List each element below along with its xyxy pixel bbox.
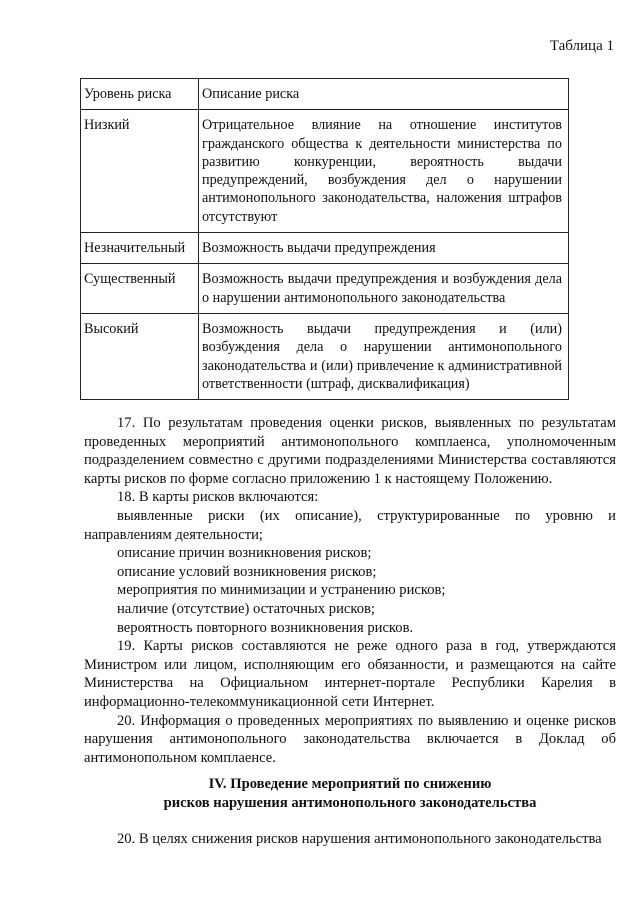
header-risk-description: Описание риска [199, 79, 569, 110]
risk-level-cell: Низкий [81, 110, 199, 233]
body-text [84, 414, 616, 767]
risk-level-cell: Незначительный [81, 233, 199, 264]
section-heading-line-2: рисков нарушения антимонопольного законодательства [163, 794, 537, 811]
list-item: описание причин возникновения рисков; [117, 545, 372, 562]
table-row [81, 264, 569, 314]
body-text-continued [84, 830, 616, 849]
risk-level-cell: Существенный [81, 264, 199, 314]
paragraph-20-continued: 20. В целях снижения рисков нарушения антимонопольного законодательства [117, 831, 602, 847]
list-item: вероятность повторного возникновения рисков. [117, 619, 414, 636]
table-row [81, 313, 569, 399]
paragraph-20: 20. Информация о проведенных мероприятиях по выявлению и оценке рисков нарушения антимонопольного законодательства включается в Доклад об антимонопольном комплаенсе. [84, 712, 616, 766]
section-heading [84, 775, 616, 812]
risk-level-table [80, 78, 569, 400]
paragraph-19: 19. Карты рисков составляются не реже одного раза в год, утверждаются Министром или лицом, исполняющим его обязанности, и размещаются на сайте Министерства на Официальном интернет-портале Республики Карелия в информационно-телекоммуникационной сети Интернет. [84, 638, 616, 710]
risk-description-cell: Возможность выдачи предупреждения и (или) возбуждения дела о нарушении антимонопольного законодательства и (или) привлечение к административной ответственности (штраф, дисквалификация) [199, 313, 569, 399]
table-label: Таблица 1 [549, 38, 614, 54]
list-item: описание условий возникновения рисков; [117, 563, 377, 580]
table-header-row [81, 79, 569, 110]
risk-description-cell: Отрицательное влияние на отношение институтов гражданского общества к деятельности министерства по развитию конкуренции, вероятность выдачи предупреждений, возбуждения дел о нарушении антимонопольного законодательства, наложения штрафов отсутствуют [199, 110, 569, 233]
table-row [81, 233, 569, 264]
list-item: мероприятия по минимизации и устранению рисков; [117, 582, 446, 599]
list-item: выявленные риски (их описание), структурированные по уровню и направлениям деятельности; [84, 507, 616, 543]
risk-level-cell: Высокий [81, 313, 199, 399]
paragraph-18: 18. В карты рисков включаются: [117, 489, 319, 506]
risk-description-cell: Возможность выдачи предупреждения [199, 233, 569, 264]
table-row [81, 110, 569, 233]
section-heading-line-1: IV. Проведение мероприятий по снижению [208, 776, 492, 792]
paragraph-17: 17. По результатам проведения оценки рисков, выявленных по результатам проведенных мероприятий антимонопольного комплаенса, уполномоченным подразделением совместно с другими подразделениями Министерства составляются карты рисков по форме согласно приложению 1 к настоящему Положению. [84, 415, 616, 487]
list-item: наличие (отсутствие) остаточных рисков; [117, 600, 375, 617]
header-risk-level: Уровень риска [81, 79, 199, 110]
risk-description-cell: Возможность выдачи предупреждения и возбуждения дела о нарушении антимонопольного законодательства [199, 264, 569, 314]
